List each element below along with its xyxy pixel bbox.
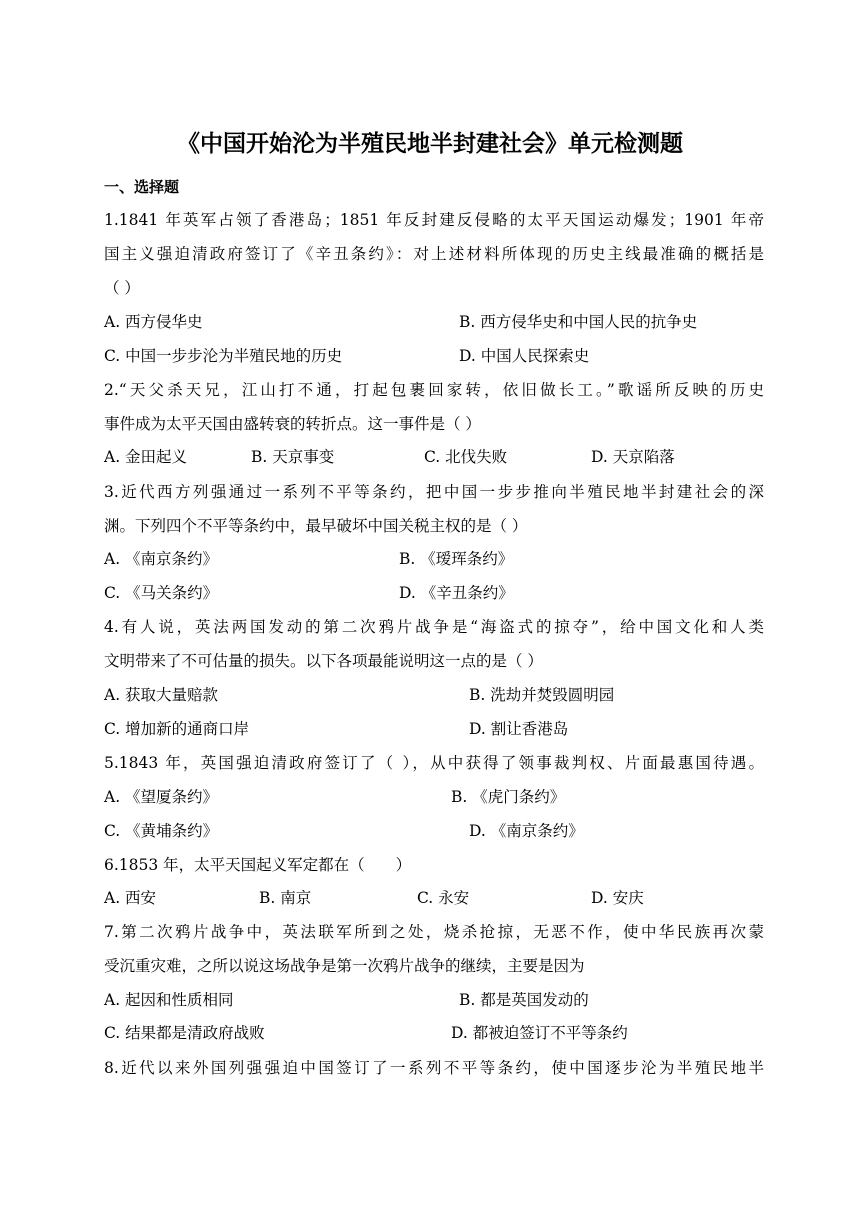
question-1-line-2: 国主义强迫清政府签订了《辛丑条约》：对上述材料所体现的历史主线最准确的概括是 <box>104 245 764 263</box>
question-8-line-1: 8.近代以来外国列强强迫中国签订了一系列不平等条约，使中国逐步沦为半殖民地半 <box>104 1059 764 1077</box>
question-4-option-c[interactable]: C. 增加新的通商口岸 <box>104 720 250 738</box>
question-6-option-c[interactable]: C. 永安 <box>417 889 470 907</box>
question-7-option-d[interactable]: D. 都被迫签订不平等条约 <box>451 1024 628 1042</box>
question-6-option-a[interactable]: A. 西安 <box>104 889 157 907</box>
question-1-option-a[interactable]: A. 西方侵华史 <box>104 313 203 331</box>
question-7-option-a[interactable]: A. 起因和性质相同 <box>104 991 234 1009</box>
question-4-line-2: 文明带来了不可估量的损失。以下各项最能说明这一点的是（ ） <box>104 652 543 670</box>
question-4-option-d[interactable]: D. 割让香港岛 <box>469 720 569 738</box>
question-7-line-2: 受沉重灾难，之所以说这场战争是第一次鸦片战争的继续，主要是因为 <box>104 957 585 975</box>
question-3-option-a[interactable]: A. 《南京条约》 <box>104 550 219 568</box>
question-6-line-1: 6.1853 年，太平天国起义军定都在（ ） <box>104 856 412 874</box>
question-7-option-c[interactable]: C. 结果都是清政府战败 <box>104 1024 265 1042</box>
question-2-line-1: 2.“天父杀天兄，江山打不通，打起包裹回家转，依旧做长工。”歌谣所反映的历史 <box>104 381 764 399</box>
question-2-option-c[interactable]: C. 北伐失败 <box>424 448 508 466</box>
question-3-option-d[interactable]: D. 《辛丑条约》 <box>399 584 514 602</box>
question-4-line-1: 4.有人说，英法两国发动的第二次鸦片战争是“海盗式的掠夺”，给中国文化和人类 <box>104 618 764 636</box>
question-6-option-d[interactable]: D. 安庆 <box>591 889 644 907</box>
question-2-option-a[interactable]: A. 金田起义 <box>104 448 188 466</box>
section-heading: 一、选择题 <box>104 178 180 196</box>
question-2-option-d[interactable]: D. 天京陷落 <box>591 448 675 466</box>
question-7-line-1: 7.第二次鸦片战争中，英法联军所到之处，烧杀抢掠，无恶不作，使中华民族再次蒙 <box>104 923 764 941</box>
question-3-line-2: 渊。下列四个不平等条约中，最早破坏中国关税主权的是（ ） <box>104 517 528 535</box>
page-title: 《中国开始沦为半殖民地半封建社会》单元检测题 <box>177 131 683 157</box>
question-5-option-b[interactable]: B. 《虎门条约》 <box>451 788 566 806</box>
question-5-line-1: 5.1843 年，英国强迫清政府签订了（ ），从中获得了领事裁判权、片面最惠国待遇。 <box>104 754 764 772</box>
question-1-option-d[interactable]: D. 中国人民探索史 <box>459 347 590 365</box>
question-1-option-c[interactable]: C. 中国一步步沦为半殖民地的历史 <box>104 347 343 365</box>
question-3-line-1: 3.近代西方列强通过一系列不平等条约，把中国一步步推向半殖民地半封建社会的深 <box>104 483 764 501</box>
question-4-option-b[interactable]: B. 洗劫并焚毁圆明园 <box>469 686 615 704</box>
question-5-option-d[interactable]: D. 《南京条约》 <box>469 822 584 840</box>
question-4-option-a[interactable]: A. 获取大量赔款 <box>104 686 219 704</box>
question-6-option-b[interactable]: B. 南京 <box>259 889 312 907</box>
question-3-option-c[interactable]: C. 《马关条约》 <box>104 584 219 602</box>
question-5-option-a[interactable]: A. 《望厦条约》 <box>104 788 219 806</box>
question-1-option-b[interactable]: B. 西方侵华史和中国人民的抗争史 <box>459 313 698 331</box>
question-1-line-1: 1.1841 年英军占领了香港岛；1851 年反封建反侵略的太平天国运动爆发；1901 年帝 <box>104 211 764 229</box>
question-3-option-b[interactable]: B. 《瑷珲条约》 <box>399 550 514 568</box>
question-7-option-b[interactable]: B. 都是英国发动的 <box>459 991 589 1009</box>
question-2-option-b[interactable]: B. 天京事变 <box>251 448 335 466</box>
question-2-line-2: 事件成为太平天国由盛转衰的转折点。这一事件是（ ） <box>104 415 481 433</box>
question-5-option-c[interactable]: C. 《黄埔条约》 <box>104 822 219 840</box>
question-1-line-3: （ ） <box>104 279 140 297</box>
